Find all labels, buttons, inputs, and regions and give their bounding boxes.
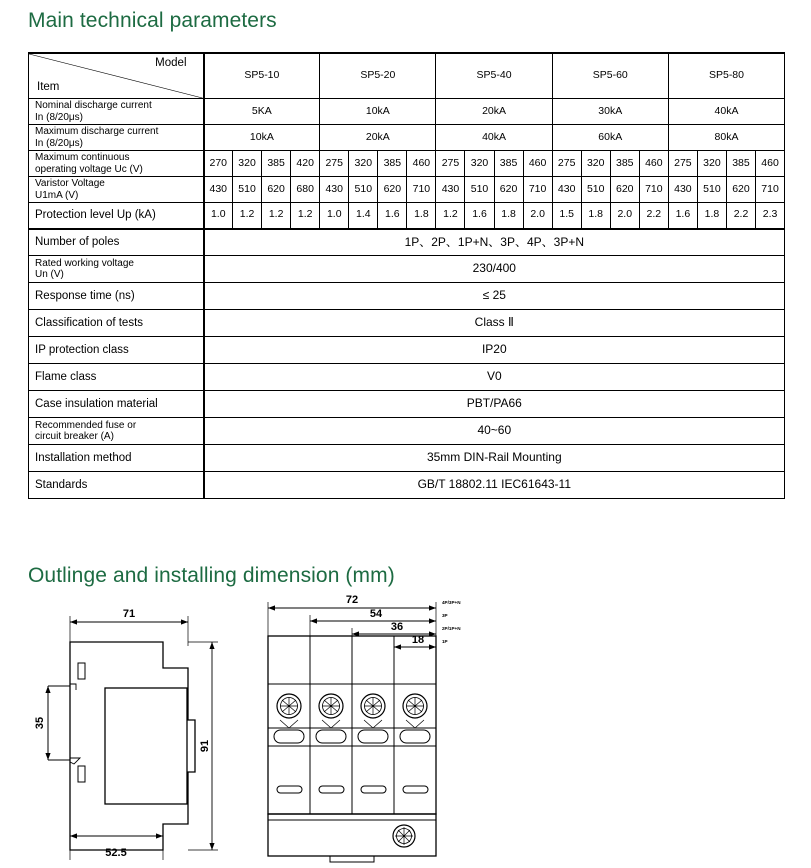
table-cell-value: 620	[726, 177, 755, 203]
model-header-cell: SP5-40	[436, 53, 552, 99]
table-cell-value: 40~60	[204, 418, 785, 445]
table-cell-value: 320	[233, 151, 262, 177]
table-cell-value: 2.2	[726, 203, 755, 229]
table-cell-value: 1.2	[262, 203, 291, 229]
table-cell-value: 510	[581, 177, 610, 203]
table-cell-value: 30kA	[552, 99, 668, 125]
row-label-line2: operating voltage Uc (V)	[35, 163, 143, 175]
row-label: IP protection class	[29, 337, 204, 364]
table-cell-value: 1.2	[233, 203, 262, 229]
row-label	[29, 125, 204, 151]
table-cell-value: 430	[320, 177, 349, 203]
table-cell-value: 35mm DIN-Rail Mounting	[204, 445, 785, 472]
table-cell-value: 20kA	[320, 125, 436, 151]
row-label	[29, 256, 204, 283]
row-label: Number of poles	[29, 229, 204, 256]
corner-model-label: Model	[155, 57, 187, 69]
table-cell-value: 10kA	[204, 125, 320, 151]
dimension-label-4p-72: 72	[345, 594, 359, 606]
table-cell-value: 710	[756, 177, 785, 203]
table-cell-value: 1.6	[668, 203, 697, 229]
table-cell-value: 510	[349, 177, 378, 203]
table-cell-value: 320	[697, 151, 726, 177]
table-cell-value: 1.8	[494, 203, 523, 229]
table-cell-value: 1.0	[320, 203, 349, 229]
table-cell-value: 5KA	[204, 99, 320, 125]
table-cell-value: 460	[407, 151, 436, 177]
page-title-main-parameters: Main technical parameters	[28, 9, 277, 32]
table-cell-value: 320	[465, 151, 494, 177]
table-cell-value: 1.2	[291, 203, 320, 229]
table-cell-value: 20kA	[436, 99, 552, 125]
table-cell-value: Class Ⅱ	[204, 310, 785, 337]
table-cell-value: 385	[378, 151, 407, 177]
dimension-label-1p-18: 18	[411, 634, 425, 646]
model-header-cell: SP5-20	[320, 53, 436, 99]
table-cell-value: 275	[436, 151, 465, 177]
page-title-dimensions: Outlinge and installing dimension (mm)	[28, 564, 395, 587]
table-cell-value: 1.6	[378, 203, 407, 229]
table-cell-value: 275	[552, 151, 581, 177]
dimension-label-width-52-5: 52.5	[105, 847, 127, 859]
table-row	[29, 310, 785, 337]
table-cell-value: 40kA	[436, 125, 552, 151]
row-label	[29, 177, 204, 203]
row-label-line1: Recommended fuse or	[35, 419, 137, 431]
table-cell-value: 620	[262, 177, 291, 203]
table-row	[29, 125, 785, 151]
corner-header-cell	[29, 53, 204, 99]
row-label-line1: Nominal discharge current	[35, 100, 152, 112]
table-row	[29, 418, 785, 445]
table-row	[29, 445, 785, 472]
model-header-cell: SP5-80	[668, 53, 784, 99]
corner-item-label: Item	[37, 81, 60, 94]
row-label-line2: circuit breaker (A)	[35, 431, 114, 442]
dimension-label-height-91: 91	[199, 739, 211, 753]
table-cell-value: 430	[204, 177, 233, 203]
table-cell-value: 1.0	[204, 203, 233, 229]
table-row	[29, 364, 785, 391]
table-cell-value: 320	[581, 151, 610, 177]
table-cell-value: 385	[262, 151, 291, 177]
table-cell-value: 710	[639, 177, 668, 203]
row-label: Classification of tests	[29, 310, 204, 337]
table-cell-value: 320	[349, 151, 378, 177]
dimension-label-2p-36: 36	[390, 621, 404, 633]
table-cell-value: 1.8	[697, 203, 726, 229]
row-label	[29, 151, 204, 177]
table-row	[29, 203, 785, 229]
row-label-line2: U1mA (V)	[35, 189, 79, 201]
row-label-line2: Un (V)	[35, 269, 64, 280]
table-cell-value: 1.8	[581, 203, 610, 229]
table-cell-value: 510	[465, 177, 494, 203]
table-cell-value: 385	[726, 151, 755, 177]
model-header-cell: SP5-60	[552, 53, 668, 99]
pole-label-4p-3pn: 4P/3P+N	[442, 600, 461, 605]
table-cell-value: 60kA	[552, 125, 668, 151]
table-cell-value: 460	[756, 151, 785, 177]
dimension-label-width-71: 71	[122, 608, 136, 620]
technical-parameters-table	[28, 52, 785, 499]
table-row	[29, 283, 785, 310]
table-row	[29, 391, 785, 418]
table-cell-value: 1.8	[407, 203, 436, 229]
row-label-line2: In (8/20μs)	[35, 137, 84, 149]
row-label-line2: In (8/20μs)	[35, 111, 84, 123]
table-cell-value: 230/400	[204, 256, 785, 283]
table-cell-value: 2.3	[756, 203, 785, 229]
side-view-drawing	[10, 598, 250, 866]
table-cell-value: GB/T 18802.11 IEC61643-11	[204, 472, 785, 499]
table-cell-value: 510	[697, 177, 726, 203]
pole-label-2p-1pn: 2P/1P+N	[442, 626, 461, 631]
table-cell-value: PBT/PA66	[204, 391, 785, 418]
table-row	[29, 337, 785, 364]
row-label-line1: Maximum discharge current	[35, 126, 159, 138]
table-cell-value: 385	[494, 151, 523, 177]
row-label: Standards	[29, 472, 204, 499]
dimension-label-3p-54: 54	[369, 608, 383, 620]
table-cell-value: 1.4	[349, 203, 378, 229]
row-label	[29, 418, 204, 445]
row-label-line1: Maximum continuous	[35, 152, 130, 164]
table-cell-value: 1.2	[436, 203, 465, 229]
row-label: Installation method	[29, 445, 204, 472]
table-cell-value: 620	[494, 177, 523, 203]
table-cell-value: 460	[523, 151, 552, 177]
table-row	[29, 99, 785, 125]
row-label: Case insulation material	[29, 391, 204, 418]
row-label: Flame class	[29, 364, 204, 391]
row-label: Protection level Up (kA)	[29, 203, 204, 229]
table-cell-value: 430	[552, 177, 581, 203]
table-cell-value: 275	[668, 151, 697, 177]
table-cell-value: 1P、2P、1P+N、3P、4P、3P+N	[204, 229, 785, 256]
row-label	[29, 99, 204, 125]
table-cell-value: 2.2	[639, 203, 668, 229]
table-cell-value: 2.0	[523, 203, 552, 229]
table-header-row	[29, 53, 785, 99]
table-cell-value: 275	[320, 151, 349, 177]
table-cell-value: 40kA	[668, 99, 784, 125]
table-cell-value: 2.0	[610, 203, 639, 229]
table-cell-value: 1.6	[465, 203, 494, 229]
table-cell-value: ≤ 25	[204, 283, 785, 310]
table-row	[29, 256, 785, 283]
pole-label-1p: 1P	[442, 639, 448, 644]
table-cell-value: 10kA	[320, 99, 436, 125]
table-cell-value: 710	[523, 177, 552, 203]
dimension-label-depth-35: 35	[34, 716, 46, 730]
model-header-cell: SP5-10	[204, 53, 320, 99]
table-row	[29, 229, 785, 256]
table-cell-value: IP20	[204, 337, 785, 364]
table-cell-value: 710	[407, 177, 436, 203]
table-row	[29, 151, 785, 177]
table-cell-value: 620	[378, 177, 407, 203]
table-row	[29, 177, 785, 203]
table-row	[29, 472, 785, 499]
table-cell-value: 420	[291, 151, 320, 177]
table-cell-value: 430	[436, 177, 465, 203]
dimension-drawings	[0, 594, 811, 866]
table-cell-value: 80kA	[668, 125, 784, 151]
pole-label-3p: 3P	[442, 613, 448, 618]
table-cell-value: 460	[639, 151, 668, 177]
table-cell-value: 680	[291, 177, 320, 203]
table-cell-value: 510	[233, 177, 262, 203]
row-label: Response time (ns)	[29, 283, 204, 310]
table-cell-value: 385	[610, 151, 639, 177]
table-cell-value: 430	[668, 177, 697, 203]
table-cell-value: 270	[204, 151, 233, 177]
table-cell-value: V0	[204, 364, 785, 391]
row-label-line1: Varistor Voltage	[35, 178, 105, 190]
front-view-drawing	[252, 588, 467, 866]
table-cell-value: 1.5	[552, 203, 581, 229]
row-label-line1: Rated working voltage	[35, 257, 134, 269]
table-cell-value: 620	[610, 177, 639, 203]
